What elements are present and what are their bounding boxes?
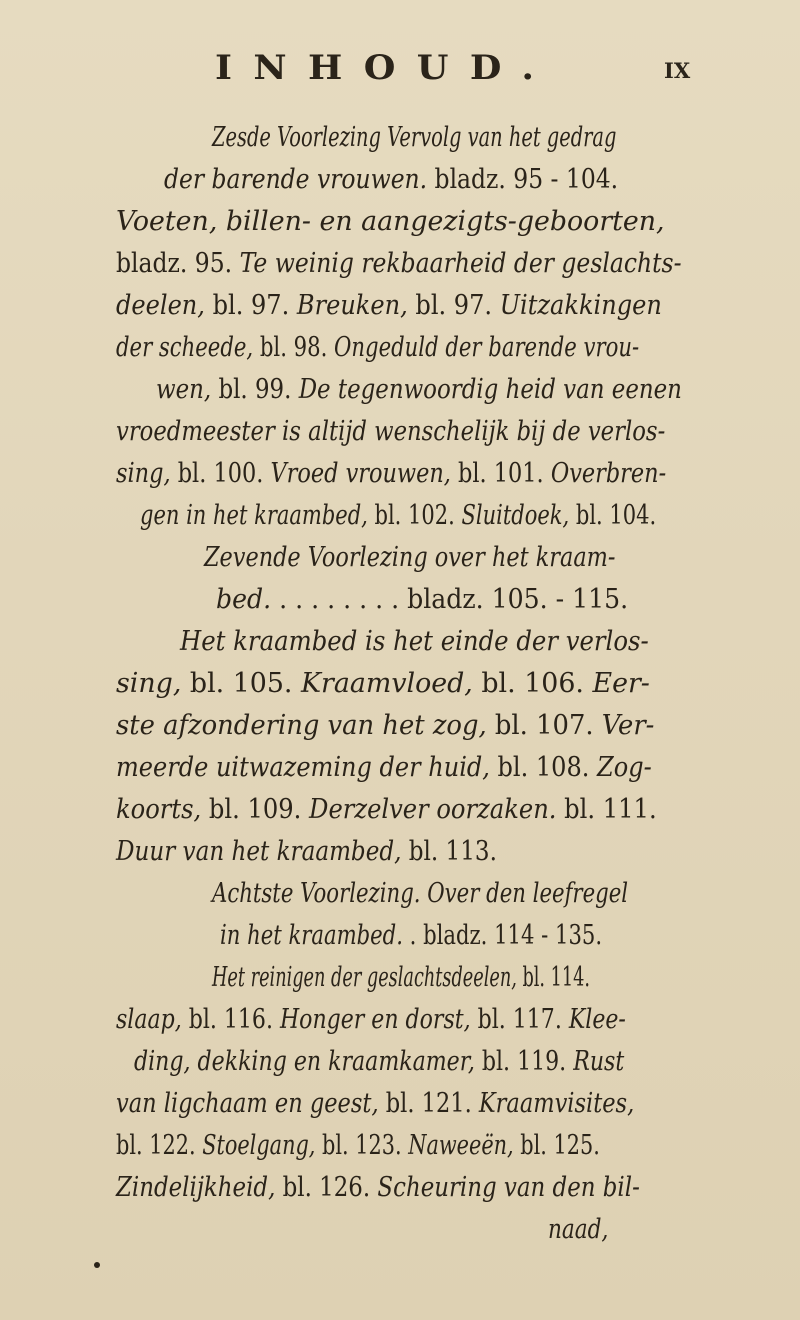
- toc-text-italic: slaap,: [116, 1004, 182, 1035]
- toc-text-italic: Klee-: [568, 1004, 626, 1035]
- toc-text-italic: Rust: [573, 1046, 625, 1077]
- toc-text-italic: Achtste Voorlezing. Over den leefregel: [212, 878, 629, 909]
- toc-text-italic: ste afzondering van het zog,: [116, 710, 487, 741]
- toc-text-italic: der barende vrouwen.: [164, 164, 428, 195]
- toc-text: bl. 106.: [472, 668, 593, 699]
- toc-text: bl. 114.: [516, 962, 591, 993]
- toc-text-italic: De tegenwoordig heid van eenen: [298, 374, 682, 405]
- toc-text: bl. 113.: [401, 836, 497, 867]
- toc-text-italic: bed.: [216, 584, 272, 615]
- toc-line: [116, 790, 657, 830]
- toc-text-italic: meerde uitwazeming der huid,: [116, 752, 490, 783]
- toc-line: [116, 454, 666, 494]
- toc-text-italic: Sluitdoek,: [461, 500, 570, 531]
- toc-text-italic: Het kraambed is het einde der verlos-: [180, 626, 649, 657]
- toc-text-italic: der scheede,: [116, 332, 254, 363]
- toc-text: bl. 117.: [470, 1004, 569, 1035]
- toc-line: [220, 916, 602, 956]
- toc-text: . bladz. 114 - 135.: [402, 920, 603, 951]
- toc-text: bl. 104.: [569, 500, 657, 531]
- toc-line: [116, 202, 665, 242]
- toc-text-italic: Derzelver oorzaken.: [309, 794, 557, 825]
- toc-text-italic: deelen,: [116, 290, 205, 321]
- toc-text-italic: Zesde Voorlezing: [212, 122, 388, 153]
- toc-line: [212, 874, 628, 914]
- toc-line: [116, 664, 650, 704]
- toc-text-italic: Kraamvloed,: [301, 668, 473, 699]
- toc-line: [116, 1168, 640, 1208]
- toc-line: [116, 1000, 626, 1040]
- toc-text-italic: in het kraambed.: [220, 920, 403, 951]
- toc-line: [156, 370, 682, 410]
- toc-text: . . . . . . . . bladz. 105. - 115.: [271, 584, 629, 615]
- toc-text: bl. 97.: [407, 290, 500, 321]
- toc-text-italic: Zog-: [597, 752, 652, 783]
- toc-line: [116, 412, 665, 452]
- running-title: INHOUD.: [215, 48, 556, 88]
- toc-text-italic: ding, dekking en kraamkamer,: [134, 1046, 475, 1077]
- toc-text-italic: Vervolg van het gedrag: [387, 122, 617, 153]
- toc-text-italic: sing,: [116, 458, 171, 489]
- toc-text-italic: koorts,: [116, 794, 202, 825]
- toc-line: [180, 622, 649, 662]
- toc-text-italic: Zevende Voorlezing over het kraam-: [204, 542, 616, 573]
- toc-text-italic: Zindelijkheid,: [116, 1172, 276, 1203]
- toc-line: [140, 496, 656, 536]
- toc-text: bl. 100.: [170, 458, 271, 489]
- toc-text: bl. 97.: [204, 290, 297, 321]
- toc-text-italic: Stoelgang,: [202, 1130, 316, 1161]
- toc-text: bl. 102.: [367, 500, 462, 531]
- toc-text: bl. 99.: [211, 374, 299, 405]
- toc-line: [116, 328, 639, 368]
- toc-text-italic: Overbren-: [550, 458, 667, 489]
- toc-text-italic: van ligchaam en geest,: [116, 1088, 379, 1119]
- toc-text-italic: Honger en dorst,: [279, 1004, 471, 1035]
- toc-text: bladz. 95 - 104.: [427, 164, 619, 195]
- toc-text-italic: Ver-: [601, 710, 655, 741]
- toc-text-italic: sing,: [116, 668, 182, 699]
- toc-text: bl. 126.: [275, 1172, 378, 1203]
- toc-text: bl. 107.: [486, 710, 602, 741]
- toc-text: bl. 109.: [201, 794, 310, 825]
- toc-text: bl. 105.: [181, 668, 302, 699]
- toc-text: bl. 125.: [513, 1130, 600, 1161]
- toc-text-italic: Ongeduld der barende vrou-: [334, 332, 640, 363]
- toc-text-italic: Naweeën,: [408, 1130, 514, 1161]
- toc-line: [164, 160, 618, 200]
- toc-text: bl. 123.: [315, 1130, 409, 1161]
- toc-text-italic: Het reinigen der geslachtsdeelen,: [212, 962, 517, 993]
- toc-line: [134, 1042, 624, 1082]
- toc-text: bladz. 95.: [116, 248, 240, 279]
- toc-text-italic: wen,: [156, 374, 212, 405]
- toc-text-italic: Voeten, billen- en aangezigts-geboorten,: [116, 206, 665, 237]
- toc-text-italic: naad,: [548, 1214, 609, 1245]
- toc-text: bl. 116.: [181, 1004, 280, 1035]
- toc-text-italic: Vroed vrouwen,: [270, 458, 451, 489]
- toc-text: bl. 101.: [450, 458, 551, 489]
- toc-line: [216, 580, 628, 620]
- toc-text-italic: Uitzakkingen: [499, 290, 662, 321]
- toc-line: [116, 244, 682, 284]
- toc-text-italic: Breuken,: [296, 290, 408, 321]
- toc-line: [116, 1084, 634, 1124]
- toc-text-italic: Eer-: [592, 668, 650, 699]
- toc-line: [116, 1126, 600, 1166]
- toc-line: [116, 706, 654, 746]
- toc-line: [548, 1210, 608, 1250]
- toc-text: bl. 119.: [474, 1046, 574, 1077]
- page-header: [0, 48, 800, 98]
- toc-line: [212, 958, 590, 998]
- toc-text-italic: Scheuring van den bil-: [377, 1172, 640, 1203]
- toc-text: bl. 98.: [253, 332, 335, 363]
- toc-line: [116, 832, 497, 872]
- toc-text-italic: gen in het kraambed,: [140, 500, 368, 531]
- toc-line: [116, 748, 652, 788]
- toc-line: [116, 286, 662, 326]
- toc-line: [212, 118, 616, 158]
- toc-text: bl. 122.: [116, 1130, 203, 1161]
- page-number: IX: [664, 58, 691, 83]
- toc-text: bl. 111.: [556, 794, 657, 825]
- margin-dot: [94, 1262, 100, 1268]
- toc-line: [204, 538, 615, 578]
- toc-text: bl. 121.: [378, 1088, 479, 1119]
- toc-text-italic: Kraamvisites,: [478, 1088, 635, 1119]
- toc-text-italic: Te weinig rekbaarheid der geslachts-: [239, 248, 682, 279]
- toc-text-italic: vroedmeester is altijd wenschelijk bij de verlos-: [116, 416, 666, 447]
- toc-text: bl. 108.: [489, 752, 598, 783]
- toc-text-italic: Duur van het kraambed,: [116, 836, 402, 867]
